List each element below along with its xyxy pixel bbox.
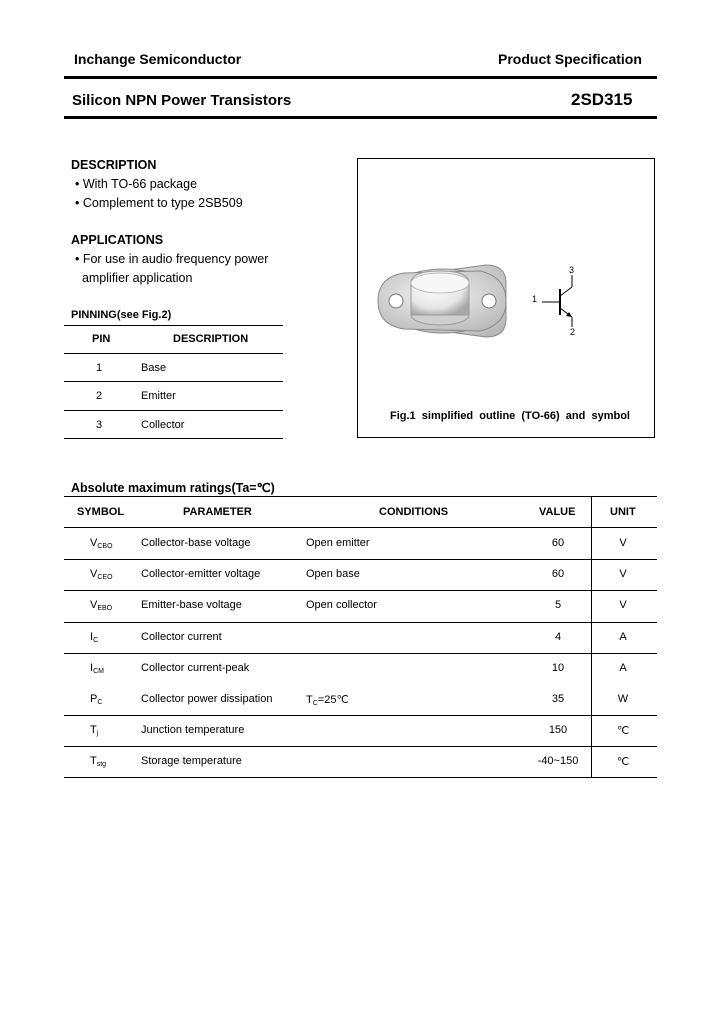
pin-number: 1 [96, 362, 103, 374]
row-parameter: Collector current [141, 631, 222, 643]
row-unit: ℃ [616, 756, 630, 768]
figure-caption: Fig.1 simplified outline (TO-66) and symbol [390, 410, 630, 422]
table-rule [64, 715, 657, 716]
row-condition: Open emitter [306, 537, 370, 549]
table-rule [64, 653, 657, 654]
company-name: Inchange Semiconductor [74, 51, 242, 67]
pinning-rule [64, 353, 283, 354]
pinning-rule [64, 438, 283, 439]
row-condition: $T_C=25℃$ [306, 694, 349, 707]
symbol-pin-label: 1 [532, 294, 538, 304]
row-symbol: $I_C$ [90, 631, 99, 644]
pin-description: Collector [141, 419, 185, 431]
row-symbol: $V_{EBO}$ [90, 599, 113, 612]
row-value: 5 [554, 599, 562, 611]
row-value: 10 [551, 662, 565, 674]
applications-line: • For use in audio frequency power [75, 252, 269, 266]
table-rule [64, 590, 657, 591]
row-condition: Open base [306, 568, 360, 580]
col-header-symbol: SYMBOL [77, 506, 125, 518]
table-rule [64, 746, 657, 747]
row-unit: A [619, 631, 627, 643]
doc-type: Product Specification [498, 51, 642, 67]
ratings-heading: Absolute maximum ratings(Ta=℃) [71, 481, 275, 495]
pinning-rule [64, 410, 283, 411]
col-header-parameter: PARAMETER [183, 506, 252, 518]
row-parameter: Emitter-base voltage [141, 599, 242, 611]
pin-description: Emitter [141, 390, 176, 402]
header-rule-bottom [64, 116, 657, 119]
table-rule [64, 496, 657, 497]
row-value: 60 [551, 568, 565, 580]
pin-col-header: PIN [92, 333, 111, 345]
table-rule [64, 527, 657, 528]
row-parameter: Collector-emitter voltage [141, 568, 261, 580]
row-unit: ℃ [616, 725, 630, 737]
col-header-value: VALUE [539, 506, 576, 518]
col-header-conditions: CONDITIONS [379, 506, 449, 518]
row-condition: Open collector [306, 599, 377, 611]
row-symbol: $T_{stg}$ [90, 755, 107, 768]
table-rule [64, 622, 657, 623]
applications-heading: APPLICATIONS [71, 233, 164, 247]
row-unit: V [619, 537, 627, 549]
row-value: -40~150 [537, 755, 579, 767]
table-rule [64, 777, 657, 778]
row-symbol: $V_{CEO}$ [90, 568, 113, 581]
row-unit: V [619, 599, 627, 611]
row-parameter: Collector power dissipation [141, 693, 273, 705]
pinning-rule [64, 381, 283, 382]
pin-desc-col-header: DESCRIPTION [173, 333, 249, 345]
pinning-heading: PINNING(see Fig.2) [71, 309, 172, 321]
row-parameter: Collector-base voltage [141, 537, 251, 549]
pin-description: Base [141, 362, 167, 374]
table-rule [64, 559, 657, 560]
npn-transistor-symbol [528, 261, 628, 351]
row-symbol: $V_{CBO}$ [90, 537, 113, 550]
row-value: 4 [554, 631, 562, 643]
row-symbol: $P_C$ [90, 693, 103, 706]
product-line: Silicon NPN Power Transistors [72, 92, 292, 109]
pin-number: 2 [96, 390, 103, 402]
part-number: 2SD315 [571, 90, 633, 109]
figure-box [357, 158, 655, 438]
row-value: 60 [551, 537, 565, 549]
applications-line: amplifier application [75, 271, 193, 285]
row-unit: A [619, 662, 627, 674]
header-rule-top [64, 76, 657, 79]
description-item: • Complement to type 2SB509 [75, 196, 243, 210]
col-header-unit: UNIT [610, 506, 636, 518]
row-parameter: Storage temperature [141, 755, 242, 767]
row-parameter: Collector current-peak [141, 662, 250, 674]
row-value: 150 [548, 724, 568, 736]
symbol-pin-label: 2 [570, 327, 576, 337]
symbol-pin-label: 3 [569, 265, 575, 275]
row-value: 35 [551, 693, 565, 705]
row-symbol: $T_j$ [90, 724, 99, 737]
row-symbol: $I_{CM}$ [90, 662, 104, 675]
description-heading: DESCRIPTION [71, 158, 157, 172]
pin-number: 3 [96, 419, 103, 431]
row-parameter: Junction temperature [141, 724, 245, 736]
row-unit: V [619, 568, 627, 580]
pinning-rule [64, 325, 283, 326]
description-item: • With TO-66 package [75, 177, 198, 191]
row-unit: W [617, 693, 629, 705]
